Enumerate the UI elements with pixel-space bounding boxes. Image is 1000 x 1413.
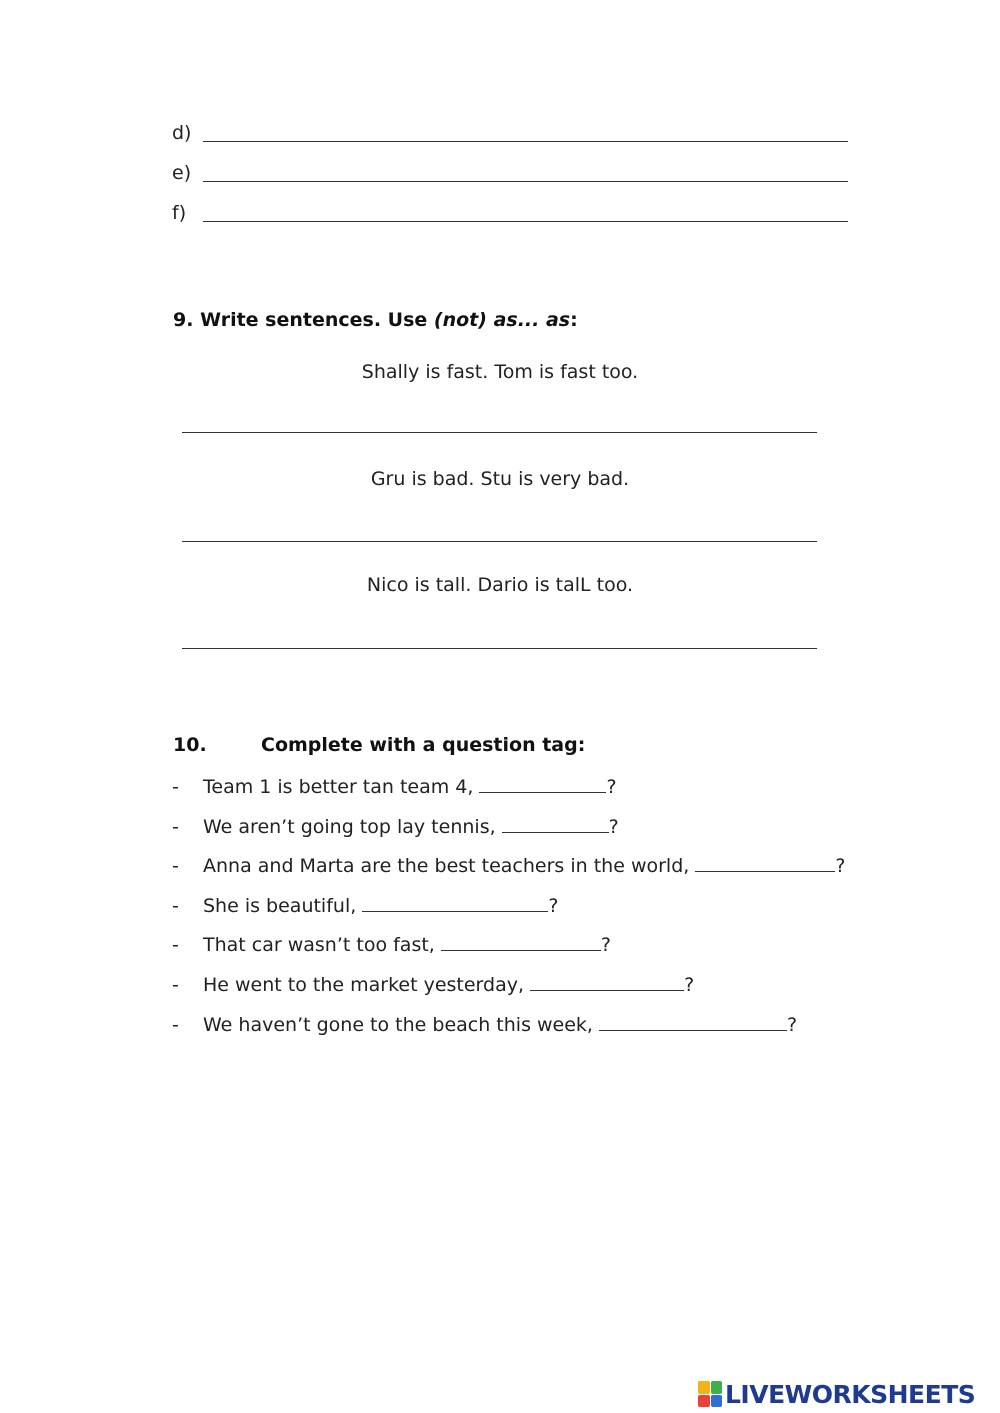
question-mark: ? [606, 776, 617, 798]
question-tag-item [172, 1011, 797, 1038]
question-text: He went to the market yesterday, [203, 974, 531, 996]
question-tag-blank[interactable] [441, 931, 601, 951]
logo-square [711, 1395, 723, 1408]
list-dash: - [172, 895, 179, 917]
sentence-prompt: Nico is tall. Dario is talL too. [366, 574, 634, 596]
exercise-10-heading [173, 732, 585, 758]
answer-input-line[interactable] [203, 181, 848, 182]
sentence-prompt: Gru is bad. Stu is very bad. [370, 468, 630, 490]
exercise-title-italic: (not) as... as [433, 309, 571, 331]
answer-line-f [172, 200, 848, 230]
question-tag-blank[interactable] [530, 971, 684, 991]
liveworksheets-logo-icon [698, 1381, 722, 1407]
list-dash: - [172, 816, 179, 838]
list-dash: - [172, 776, 179, 798]
exercise-number: 9. [173, 309, 194, 331]
question-tag-item [172, 892, 558, 919]
question-tag-blank[interactable] [502, 813, 609, 833]
answer-letter: d) [172, 122, 192, 144]
question-tag-item [172, 813, 619, 840]
question-text: That car wasn’t too fast, [203, 934, 441, 956]
question-mark: ? [608, 816, 619, 838]
answer-input-line[interactable] [203, 141, 848, 142]
list-dash: - [172, 934, 179, 956]
question-mark: ? [600, 934, 611, 956]
logo-text: LIVEWORKSHEETS [725, 1379, 976, 1409]
answer-letter: f) [172, 202, 187, 224]
question-tag-blank[interactable] [599, 1011, 787, 1031]
question-text: She is beautiful, [203, 895, 363, 917]
sentence-answer-line[interactable] [182, 432, 817, 433]
sentence-answer-line[interactable] [182, 648, 817, 649]
question-mark: ? [835, 855, 846, 877]
question-mark: ? [548, 895, 559, 917]
question-text: We aren’t going top lay tennis, [203, 816, 502, 838]
question-text: Team 1 is better tan team 4, [203, 776, 480, 798]
exercise-title: Write sentences. Use [200, 309, 434, 331]
logo-square [698, 1381, 710, 1394]
list-dash: - [172, 974, 179, 996]
question-tag-blank[interactable] [362, 892, 548, 912]
list-dash: - [172, 855, 179, 877]
question-text: Anna and Marta are the best teachers in the world, [203, 855, 696, 877]
question-tag-blank[interactable] [695, 852, 835, 872]
logo-square [711, 1381, 723, 1394]
question-tag-item [172, 773, 617, 800]
list-dash: - [172, 1014, 179, 1036]
question-text: We haven’t gone to the beach this week, [203, 1014, 600, 1036]
question-tag-item [172, 971, 694, 998]
question-mark: ? [787, 1014, 798, 1036]
answer-line-e [172, 160, 848, 190]
liveworksheets-logo [698, 1379, 975, 1409]
question-mark: ? [684, 974, 695, 996]
sentence-answer-line[interactable] [182, 541, 817, 542]
exercise-title: Complete with a question tag: [261, 734, 586, 756]
exercise-9-heading [173, 307, 578, 333]
answer-line-d [172, 120, 848, 150]
question-tag-item [172, 931, 611, 958]
sentence-prompt: Shally is fast. Tom is fast too. [361, 361, 639, 383]
question-tag-blank[interactable] [479, 773, 606, 793]
answer-input-line[interactable] [203, 221, 848, 222]
logo-square [698, 1395, 710, 1408]
question-tag-item [172, 852, 845, 879]
exercise-number: 10. [173, 734, 207, 756]
exercise-title-colon: : [570, 309, 578, 331]
answer-letter: e) [172, 162, 192, 184]
